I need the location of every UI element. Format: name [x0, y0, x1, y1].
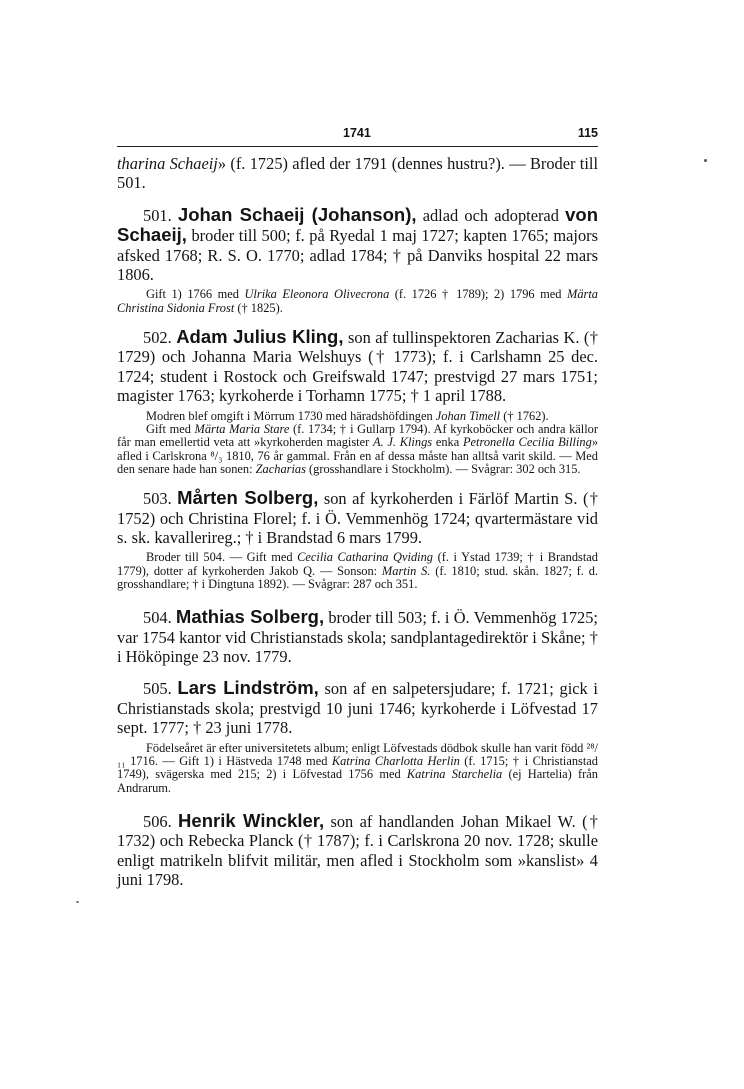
- entry-name-ennobled: von Schaeij,: [117, 203, 598, 246]
- note-paragraph: [117, 410, 598, 423]
- page-number: 115: [577, 126, 598, 140]
- note-text: (ej Hartelia) från Andrarum.: [117, 767, 598, 795]
- running-header: [117, 126, 598, 142]
- entry-name: Mårten Solberg,: [177, 487, 319, 509]
- entry-502: [117, 327, 598, 406]
- note-text: Gift 1) 1766 med: [146, 287, 245, 302]
- note-italic: Johan Timell: [435, 408, 501, 423]
- note-text: Broder till 504. — Gift med: [146, 550, 298, 565]
- note-text: Gift med: [146, 421, 195, 436]
- note-text: Modren blef omgift i Mörrum 1730 med häradshöfdingen: [146, 408, 436, 423]
- entry-notes: [117, 742, 598, 795]
- note-text: » afled i Carlskrona ⁸/₃ 1810, 76 år gammal. Från en af dessa måste han alltså varit skild. — Med den senare hade han sonen:: [117, 435, 599, 476]
- intro-text: » (f. 1725) afled der 1791 (dennes hustru?). — Broder till 501.: [117, 154, 599, 193]
- header-year: 1741: [343, 126, 371, 140]
- continued-entry-text: [117, 154, 598, 193]
- entry-number: 503.: [143, 489, 172, 509]
- note-italic: Märta Christina Sidonia Frost: [117, 287, 598, 315]
- note-italic: A. J. Klings: [372, 435, 433, 450]
- entry-bio: son af tullinspektoren Zacharias K. († 1729) och Johanna Maria Welshuys († 1773); f. i Carlshamn 25 dec. 1724; student i Rostock och Greifswald 1747; prestvigd 27 mars 1751; magister 1763; kyrkoherde i Torhamn 1775; † 1 april 1788.: [117, 328, 598, 406]
- entry-504: [117, 607, 598, 666]
- entry-notes: [117, 410, 598, 476]
- note-paragraph: [117, 288, 598, 315]
- note-text: (grosshandlare i Stockholm). — Svågrar: 302 och 315.: [305, 461, 581, 476]
- entry-number: 504.: [143, 608, 172, 628]
- entry-505: [117, 678, 598, 737]
- entry-bio: broder till 503; f. i Ö. Vemmenhög 1725; var 1754 kantor vid Christianstads skola; sandplantagedirektör i Skåne; † i Hököpinge 23 nov. 1779.: [117, 608, 598, 667]
- note-text: enka: [432, 435, 463, 450]
- entry-number: 501.: [143, 205, 172, 225]
- note-italic: Märta Maria Stare: [194, 421, 290, 436]
- note-italic: Katrina Charlotta Herlin: [331, 753, 460, 768]
- note-text: Födelseåret är efter universitetets album; enligt Löfvestads dödbok skulle han varit född ²⁸/₁₁ 1716. — Gift 1) i Hästveda 1748 med: [117, 740, 598, 768]
- note-italic: Zacharias: [255, 461, 306, 476]
- entry-501: [117, 205, 598, 285]
- entry-number: 505.: [143, 679, 172, 699]
- entry-bio: son af en salpetersjudare; f. 1721; gick i Christianstads skola; prestvigd 10 juni 1746; kyrkoherde i Löfvestad 17 sept. 1777; † 23 juni 1778.: [117, 679, 598, 738]
- entry-bio: adlad och adopterad: [416, 205, 566, 225]
- note-italic: Martin S.: [381, 563, 431, 578]
- note-italic: Ulrika Eleonora Olivecrona: [244, 287, 390, 302]
- entry-name: Henrik Winckler,: [178, 809, 325, 831]
- entry-name: Mathias Solberg,: [175, 606, 325, 628]
- note-italic: Katrina Starchelia: [406, 767, 503, 782]
- entry-notes: [117, 551, 598, 591]
- note-text: (f. 1726 † 1789); 2) 1796 med: [389, 287, 567, 302]
- note-italic: Petronella Cecilia Billing: [462, 435, 592, 450]
- entry-bio: son af kyrkoherden i Färlöf Martin S. († 1752) och Christina Florel; f. i Ö. Vemmenhög 1724; qvartermästare vid s. sk. kavallerireg.; † i Brandstad 6 mars 1799.: [117, 489, 598, 547]
- entry-503: [117, 488, 598, 547]
- entry-name: Lars Lindström,: [177, 677, 319, 699]
- entry-506: [117, 811, 598, 890]
- intro-italic-name: tharina Schaeij: [117, 154, 218, 173]
- note-text: († 1762).: [500, 408, 549, 423]
- entry-number: 502.: [143, 328, 172, 348]
- entry-notes: [117, 288, 598, 315]
- note-paragraph: [117, 551, 598, 591]
- entry-number: 506.: [143, 811, 172, 831]
- note-text: († 1825).: [234, 300, 283, 315]
- note-paragraph: [117, 423, 598, 476]
- note-text: (f. 1715; † i Christianstad 1749), svägerska med 215; 2) i Löfvestad 1756 med: [117, 753, 599, 782]
- note-text: (f. i Ystad 1739; † i Brandstad 1779), dotter af kyrkoherden Jakob Q. — Sonson:: [117, 550, 598, 578]
- entry-bio: broder till 500; f. på Ryedal 1 maj 1727; kapten 1765; majors afsked 1768; R. S. O. 1770; adlad 1784; † på Danviks hospital 22 mars 1806.: [117, 226, 598, 285]
- header-rule: [117, 146, 598, 147]
- entry-bio: son af handlanden Johan Mikael W. († 1732) och Rebecka Planck († 1787); f. i Carlskrona 20 nov. 1728; skulle enligt matrikeln blifvit militär, men afled i Stockholm som »kanslist» 4 juni 1798.: [117, 811, 598, 890]
- paper-speck: [76, 901, 79, 903]
- page-body: [117, 154, 598, 890]
- paper-speck: [704, 159, 707, 162]
- note-text: (f. 1734; † i Gullarp 1794). Af kyrkoböcker och andra källor får man emellertid veta att »kyrkoherden magister: [117, 421, 598, 450]
- note-text: (f. 1810; stud. skån. 1827; f. d. grosshandlare; † i Dingtuna 1892). — Svågrar: 287 och 351.: [117, 563, 599, 591]
- entry-name: Johan Schaeij (Johanson),: [177, 203, 417, 225]
- entry-name: Adam Julius Kling,: [176, 326, 344, 348]
- note-italic: Cecilia Catharina Qviding: [297, 550, 433, 565]
- note-paragraph: [117, 742, 598, 795]
